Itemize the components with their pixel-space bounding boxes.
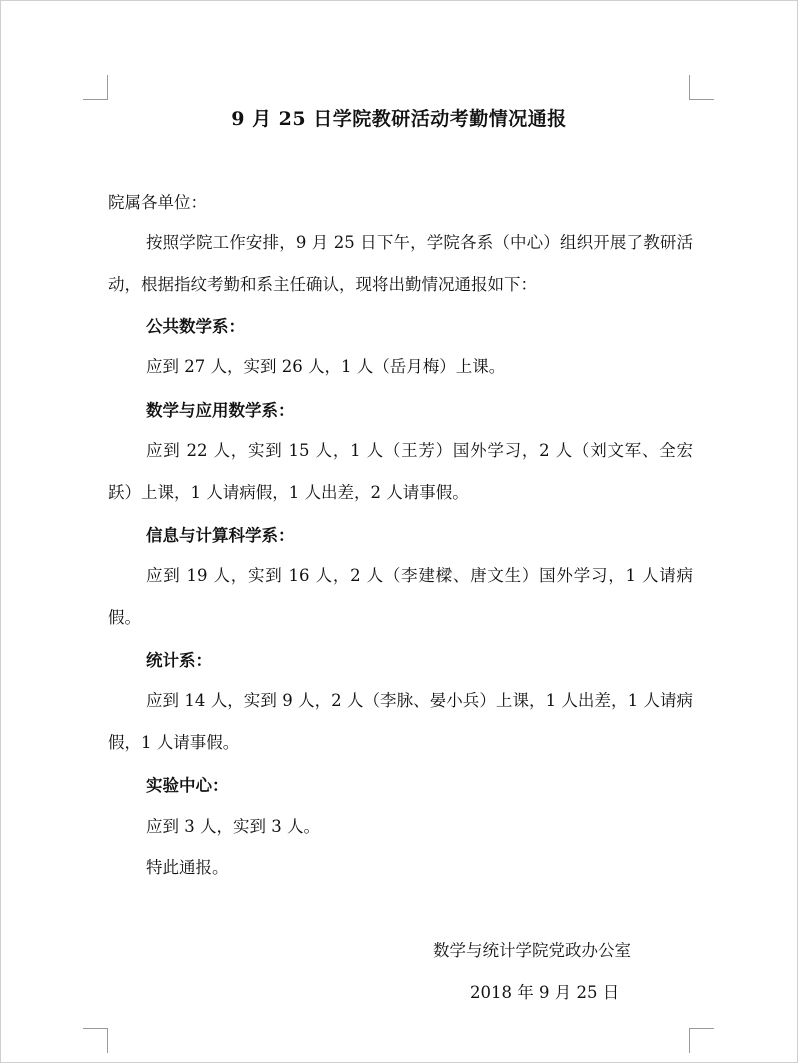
section-body-info-computing: 应到 19 人，实到 16 人，2 人（李建樑、唐文生）国外学习，1 人请病假。 bbox=[108, 566, 693, 627]
crop-mark-top-left bbox=[83, 75, 108, 100]
intro-paragraph: 按照学院工作安排，9 月 25 日下午，学院各系（中心）组织开展了教研活动，根据指纹考勤和系主任确认，现将出勤情况通报如下： bbox=[108, 233, 693, 294]
signature-office: 数学与统计学院党政办公室 bbox=[433, 941, 631, 960]
closing-line: 特此通报。 bbox=[146, 858, 229, 877]
section-heading-info-computing: 信息与计算科学系： bbox=[146, 526, 295, 545]
crop-mark-bottom-left bbox=[83, 1028, 108, 1053]
section-heading-public-math: 公共数学系： bbox=[146, 317, 245, 336]
document-title: 9 月 25 日学院教研活动考勤情况通报 bbox=[231, 108, 567, 130]
salutation: 院属各单位： bbox=[108, 193, 207, 212]
section-heading-lab-center: 实验中心： bbox=[146, 776, 229, 795]
signature-date: 2018 年 9 月 25 日 bbox=[470, 983, 620, 1002]
crop-mark-bottom-right bbox=[689, 1028, 714, 1053]
section-heading-math-applied: 数学与应用数学系： bbox=[146, 401, 295, 420]
crop-mark-top-right bbox=[689, 75, 714, 100]
section-heading-statistics: 统计系： bbox=[146, 651, 212, 670]
section-body-statistics: 应到 14 人，实到 9 人，2 人（李脉、晏小兵）上课，1 人出差，1 人请病假，1 人请事假。 bbox=[108, 691, 693, 752]
section-body-public-math: 应到 27 人，实到 26 人，1 人（岳月梅）上课。 bbox=[146, 357, 506, 376]
section-body-lab-center: 应到 3 人，实到 3 人。 bbox=[146, 817, 320, 836]
section-body-math-applied: 应到 22 人，实到 15 人，1 人（王芳）国外学习，2 人（刘文军、全宏跃）上课，1 人请病假，1 人出差，2 人请事假。 bbox=[108, 441, 693, 502]
